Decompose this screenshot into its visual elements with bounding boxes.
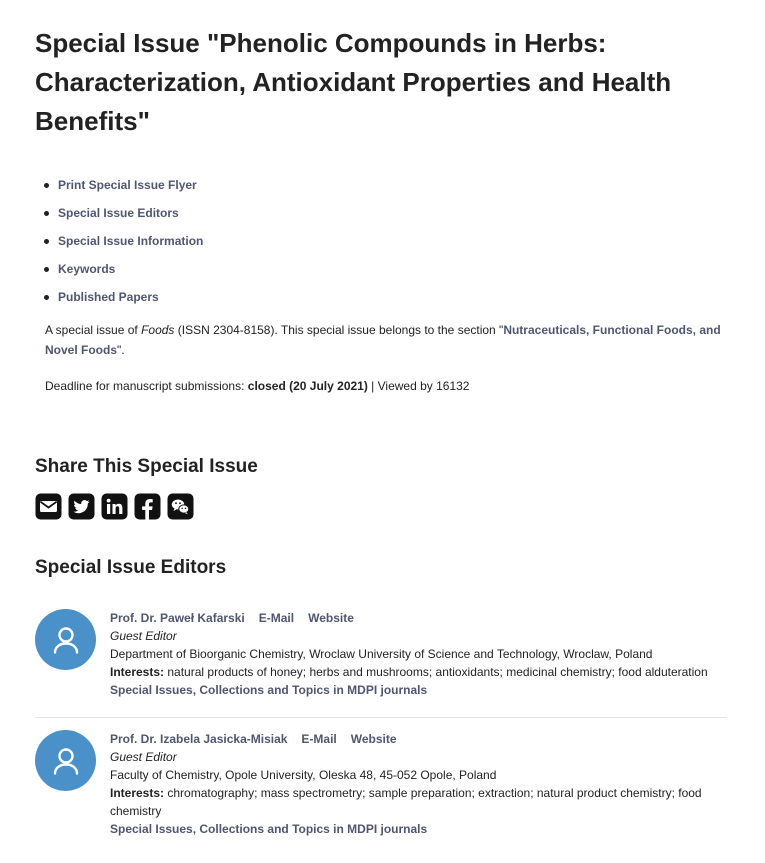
interests-label: Interests:	[110, 786, 165, 800]
avatar	[35, 609, 96, 670]
user-icon	[51, 746, 81, 776]
editor-divider	[35, 717, 727, 718]
twitter-icon[interactable]	[68, 493, 95, 520]
editor-email-link[interactable]: E-Mail	[301, 732, 337, 746]
nav-link-editors[interactable]: Special Issue Editors	[58, 206, 179, 220]
wechat-icon[interactable]	[167, 493, 194, 520]
editor-email-link[interactable]: E-Mail	[258, 611, 295, 625]
editor-special-issues-link[interactable]: Special Issues, Collections and Topics in MDPI journals	[110, 822, 428, 836]
user-icon	[51, 625, 81, 655]
editor-special-issues-link[interactable]: Special Issues, Collections and Topics in MDPI journals	[110, 683, 428, 697]
interests-text: chromatography; mass spectrometry; sample preparation; extraction; natural product chemistry; food chemistry	[110, 786, 702, 818]
avatar	[35, 730, 96, 791]
editor-header	[110, 609, 720, 627]
section-nav	[35, 175, 203, 315]
editor-affiliation: Faculty of Chemistry, Opole University, Oleska 48, 45-052 Opole, Poland	[110, 768, 497, 782]
nav-item-print-flyer	[35, 175, 203, 203]
linkedin-icon[interactable]	[101, 493, 128, 520]
editor-name[interactable]: Prof. Dr. Izabela Jasicka-Misiak	[110, 732, 288, 746]
view-count: | Viewed by 16132	[367, 379, 470, 393]
editor-affiliation: Department of Bioorganic Chemistry, Wroclaw University of Science and Technology, Wroclaw, Poland	[110, 647, 653, 661]
nav-item-keywords	[35, 259, 203, 287]
editor-name[interactable]: Prof. Dr. Paweł Kafarski	[110, 611, 245, 625]
editor-details	[110, 609, 720, 699]
nav-link-papers[interactable]: Published Papers	[58, 290, 159, 304]
share-icons	[35, 493, 194, 520]
intro-text	[45, 320, 725, 360]
editor-interests	[110, 663, 720, 681]
nav-item-information	[35, 231, 203, 259]
page-title: Special Issue "Phenolic Compounds in Herbs: Characterization, Antioxidant Properties and Health Benefits"	[35, 28, 672, 136]
journal-name: Foods	[141, 323, 175, 337]
editor-interests	[110, 784, 720, 820]
editor-header	[110, 730, 720, 748]
nav-link-keywords[interactable]: Keywords	[58, 262, 116, 276]
interests-label: Interests:	[110, 665, 165, 679]
editor-card	[35, 609, 727, 709]
deadline-value: closed (20 July 2021)	[247, 379, 368, 393]
editor-role: Guest Editor	[110, 629, 177, 643]
editor-website-link[interactable]: Website	[308, 611, 354, 625]
nav-item-editors	[35, 203, 203, 231]
editors-heading: Special Issue Editors	[35, 557, 227, 578]
deadline-line	[45, 376, 469, 396]
interests-text: natural products of honey; herbs and mushrooms; antioxidants; medicinal chemistry; food alduteration	[164, 665, 708, 679]
editor-role: Guest Editor	[110, 750, 177, 764]
email-icon[interactable]	[35, 493, 62, 520]
editor-website-link[interactable]: Website	[350, 732, 397, 746]
nav-item-papers	[35, 287, 203, 315]
intro-issn: (ISSN 2304-8158). This special issue belongs to the section "	[174, 323, 504, 337]
facebook-icon[interactable]	[134, 493, 161, 520]
intro-prefix: A special issue of	[45, 323, 142, 337]
nav-link-information[interactable]: Special Issue Information	[58, 234, 204, 248]
editor-card	[35, 730, 727, 845]
editor-details	[110, 730, 720, 838]
deadline-label: Deadline for manuscript submissions:	[45, 379, 248, 393]
share-heading: Share This Special Issue	[35, 456, 258, 477]
section-link[interactable]: Nutraceuticals, Functional Foods, and Novel Foods	[45, 323, 721, 357]
intro-suffix: ".	[117, 343, 125, 357]
nav-link-print-flyer[interactable]: Print Special Issue Flyer	[58, 178, 197, 192]
